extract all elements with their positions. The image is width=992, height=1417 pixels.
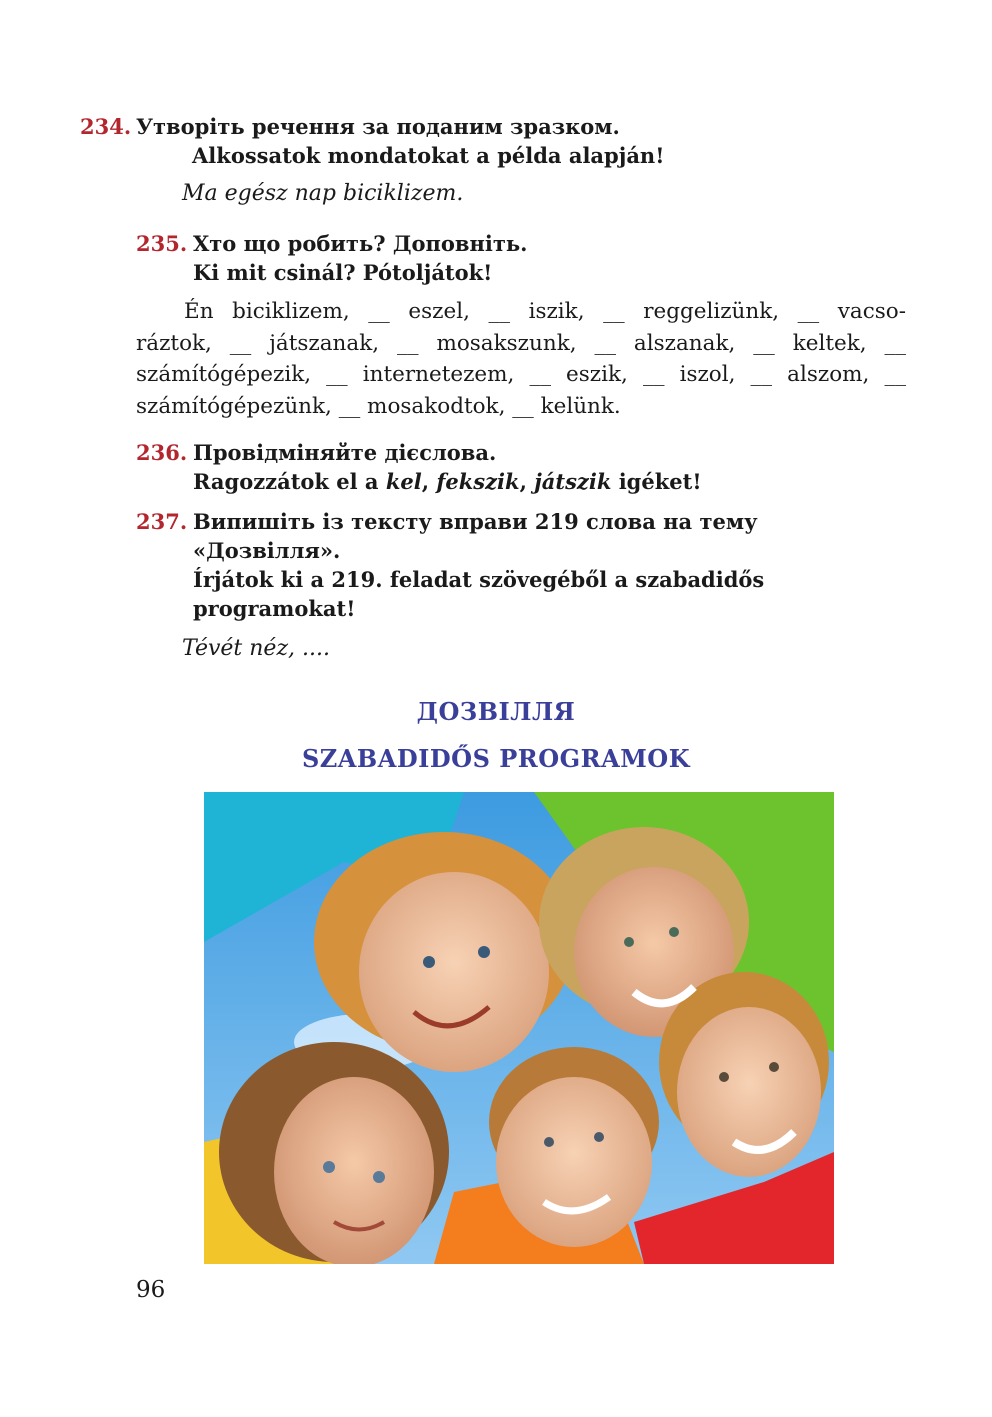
verb-fekszik: fekszik [436,469,520,494]
heading-text: Ragozzátok el a [193,469,386,494]
task-237-example: Tévét néz, .... [182,636,331,661]
task-heading-hu-line2: programokat! [193,596,356,621]
task-number: 236. [136,440,188,465]
text-line: számítógépezünk, __ mosakodtok, __ kelünk. [136,393,621,419]
task-heading-ua-line1: Випишіть із тексту вправи 219 слова на тему [193,509,758,534]
separator: , [519,469,535,494]
task-number: 235. [136,231,188,256]
task-234-example: Ma egész nap biciklizem. [182,181,464,206]
text-line: számítógépezik, __ internetezem, __ eszik, __ iszol, __ alszom, __ [136,362,906,387]
task-number: 234. [80,114,132,139]
page-number: 96 [136,1277,166,1303]
heading-text: igéket! [611,469,702,494]
verb-kel: kel [385,469,422,494]
children-photo [204,792,834,1264]
task-235-exercise-text [136,296,906,422]
task-heading-ua: Хто що робить? Доповніть. [193,231,528,256]
task-heading-hu: Alkossatok mondatokat a példa alapján! [192,143,665,168]
section-title-hu: SZABADIDŐS PROGRAMOK [301,744,691,773]
section-title-ua: ДОЗВІЛЛЯ [416,697,576,726]
task-heading-ua: Утворіть речення за поданим зразком. [136,114,620,139]
text-line: ráztok, __ játszanak, __ mosakszunk, __ alszanak, __ keltek, __ [136,330,906,356]
task-heading-hu-line1: Írjátok ki a 219. feladat szövegéből a szabadidős [193,567,765,592]
children-photo-illustration [204,792,834,1264]
task-number: 237. [136,509,188,534]
task-heading-hu [193,467,702,496]
task-heading-ua-line2: «Дозвілля». [193,538,341,563]
separator: , [421,469,437,494]
task-heading-ua: Провідміняйте дієслова. [193,440,497,465]
verb-jatszik: játszik [534,469,612,494]
task-heading-hu: Ki mit csinál? Pótoljátok! [193,260,493,285]
text-line: Én biciklizem, __ eszel, __ iszik, __ reggelizünk, __ vacso- [184,299,906,324]
